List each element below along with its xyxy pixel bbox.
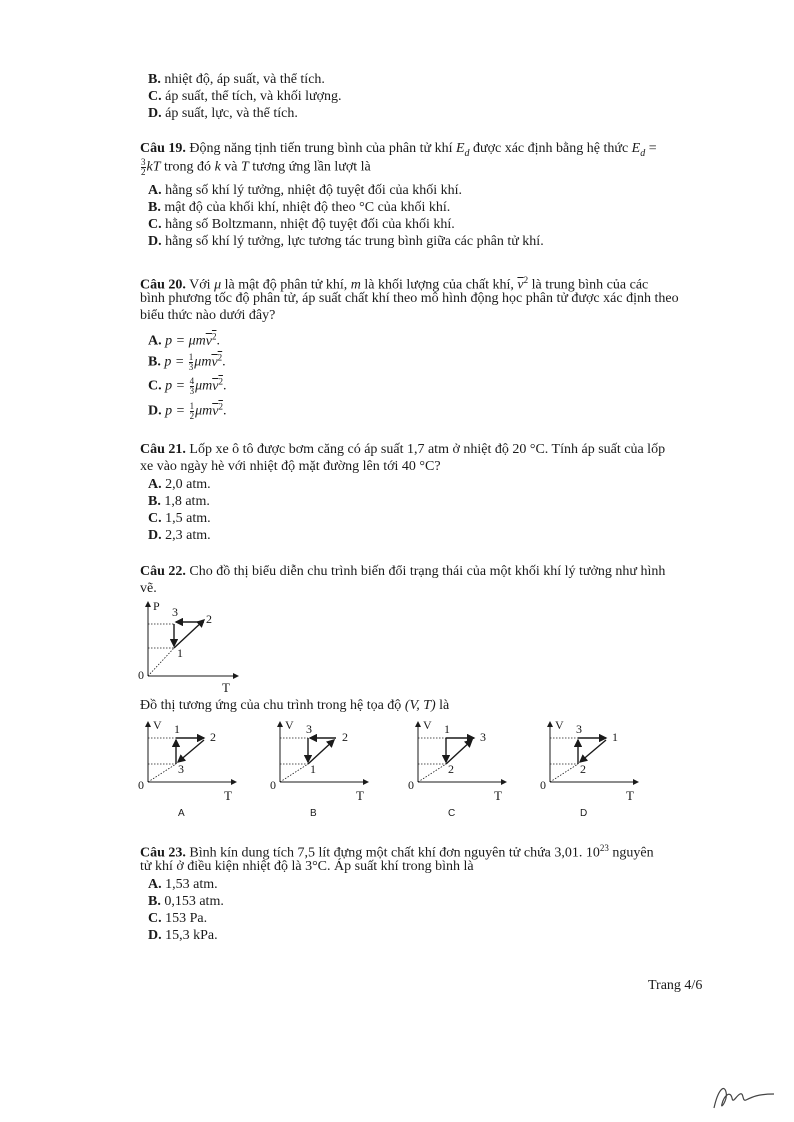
vt-diagram-b [270, 718, 380, 819]
q23-stem-line2: tử khí ở điều kiện nhiệt độ là 3°C. Áp suất khí trong bình là [140, 859, 474, 874]
q21-stem-line2: xe vào ngày hè với nhiệt độ mặt đường lên tới 40 °C? [140, 459, 441, 474]
q18-option-c: C. áp suất, thể tích, và khối lượng. [148, 89, 342, 104]
vt-diagram-c [408, 718, 518, 819]
q19-option-b: B. mật độ của khối khí, nhiệt độ theo °C của khối khí. [148, 200, 451, 215]
point-3-label: 3 [172, 605, 178, 619]
axis-label-v: V [423, 718, 432, 732]
point-label: 3 [178, 762, 184, 776]
point-label: 3 [576, 722, 582, 736]
axis-label-t: T [222, 680, 230, 695]
q20-option-c: C. p = $\frac{4}{3}$ μmv$^2$. [148, 375, 227, 396]
q21-stem: Câu 21. Lốp xe ô tô được bơm căng có áp suất 1,7 atm ở nhiệt độ 20 °C. Tính áp suất của lốp [140, 442, 666, 457]
q22-stem: Câu 22. Cho đồ thị biểu diễn chu trình biến đổi trạng thái của một khối khí lý tưởng như hình [140, 564, 666, 579]
point-label: 1 [612, 730, 618, 744]
q20-stem-line3: biểu thức nào dưới đây? [140, 308, 276, 323]
q20-stem-line2: bình phương tốc độ phân tử, áp suất chất khí theo mô hình động học phân tử được xác định theo [140, 291, 679, 306]
q21-option-c: C. 1,5 atm. [148, 511, 211, 526]
q23-option-c: C. 153 Pa. [148, 911, 208, 926]
choice-label-a: A [178, 808, 185, 819]
axis-label-v: V [153, 718, 162, 732]
point-1-label: 1 [177, 646, 183, 660]
point-2-label: 2 [206, 612, 212, 626]
q19-option-d: D. hằng số khí lý tưởng, lực tương tác trung bình giữa các phân tử khí. [148, 234, 544, 249]
q19-option-a: A. hằng số khí lý tưởng, nhiệt độ tuyệt đối của khối khí. [148, 183, 463, 198]
axis-label-v: V [555, 718, 564, 732]
choice-label-c: C [448, 808, 456, 819]
q18-option-d: D. áp suất, lực, và thể tích. [148, 106, 298, 121]
q23-option-a: A. 1,53 atm. [148, 877, 218, 892]
origin-label: 0 [408, 778, 414, 792]
q19-stem-line2: $\frac{3}{2}$ kT trong đó k và T tương ứng lần lượt là [141, 157, 371, 177]
point-label: 2 [210, 730, 216, 744]
origin-label: 0 [138, 668, 144, 682]
point-label: 2 [580, 762, 586, 776]
q21-option-a: A. 2,0 atm. [148, 477, 211, 492]
pt-cycle-diagram [138, 598, 248, 694]
point-label: 1 [444, 722, 450, 736]
q19-option-c: C. hằng số Boltzmann, nhiệt độ tuyệt đối của khối khí. [148, 217, 455, 232]
fraction: $\frac{3}{2}$ [141, 157, 146, 177]
vt-diagram-d [540, 718, 650, 819]
point-label: 1 [174, 722, 180, 736]
q21-option-b: B. 1,8 atm. [148, 494, 210, 509]
q20-option-b: B. p = $\frac{1}{3}$ μmv$^2$. [148, 351, 226, 372]
axis-label-p: P [153, 599, 160, 613]
q21-option-d: D. 2,3 atm. [148, 528, 211, 543]
point-label: 1 [310, 762, 316, 776]
q20-option-d: D. p = $\frac{1}{2}$ μmv$^2$. [148, 400, 227, 421]
page-number: Trang 4/6 [648, 978, 703, 993]
q23-stem: Câu 23. Bình kín dung tích 7,5 lít đựng một chất khí đơn nguyên tử chứa 3,01. $10^{23}$ nguyên [140, 843, 654, 861]
choice-label-b: B [310, 808, 317, 819]
q22-stem-line2: vẽ. [140, 581, 157, 596]
choice-label-d: D [580, 808, 588, 819]
signature-icon [708, 1082, 778, 1119]
q23-option-b: B. 0,153 atm. [148, 894, 224, 909]
vt-diagram-a [138, 718, 248, 819]
q22-question: Đồ thị tương ứng của chu trình trong hệ tọa độ (V, T) là [140, 698, 450, 713]
point-label: 3 [306, 722, 312, 736]
point-label: 2 [448, 762, 454, 776]
origin-label: 0 [540, 778, 546, 792]
axis-label-v: V [285, 718, 294, 732]
origin-label: 0 [270, 778, 276, 792]
axis-label-t: T [494, 788, 502, 803]
q19-stem: Câu 19. Động năng tịnh tiến trung bình của phân tử khí $E_d$ được xác định bằng hệ thức $E_d$ = [140, 141, 657, 159]
point-label: 3 [480, 730, 486, 744]
q20-option-a: A. p = μmv$^2$. [148, 331, 220, 349]
axis-label-t: T [626, 788, 634, 803]
q18-option-b: B. nhiệt độ, áp suất, và thể tích. [148, 72, 325, 87]
origin-label: 0 [138, 778, 144, 792]
q23-option-d: D. 15,3 kPa. [148, 928, 218, 943]
axis-label-t: T [224, 788, 232, 803]
q20-stem: Câu 20. Với μ là mật độ phân tử khí, m là khối lượng của chất khí, $\overline{v}^2$ là trung bình của các [140, 275, 649, 293]
axis-label-t: T [356, 788, 364, 803]
point-label: 2 [342, 730, 348, 744]
